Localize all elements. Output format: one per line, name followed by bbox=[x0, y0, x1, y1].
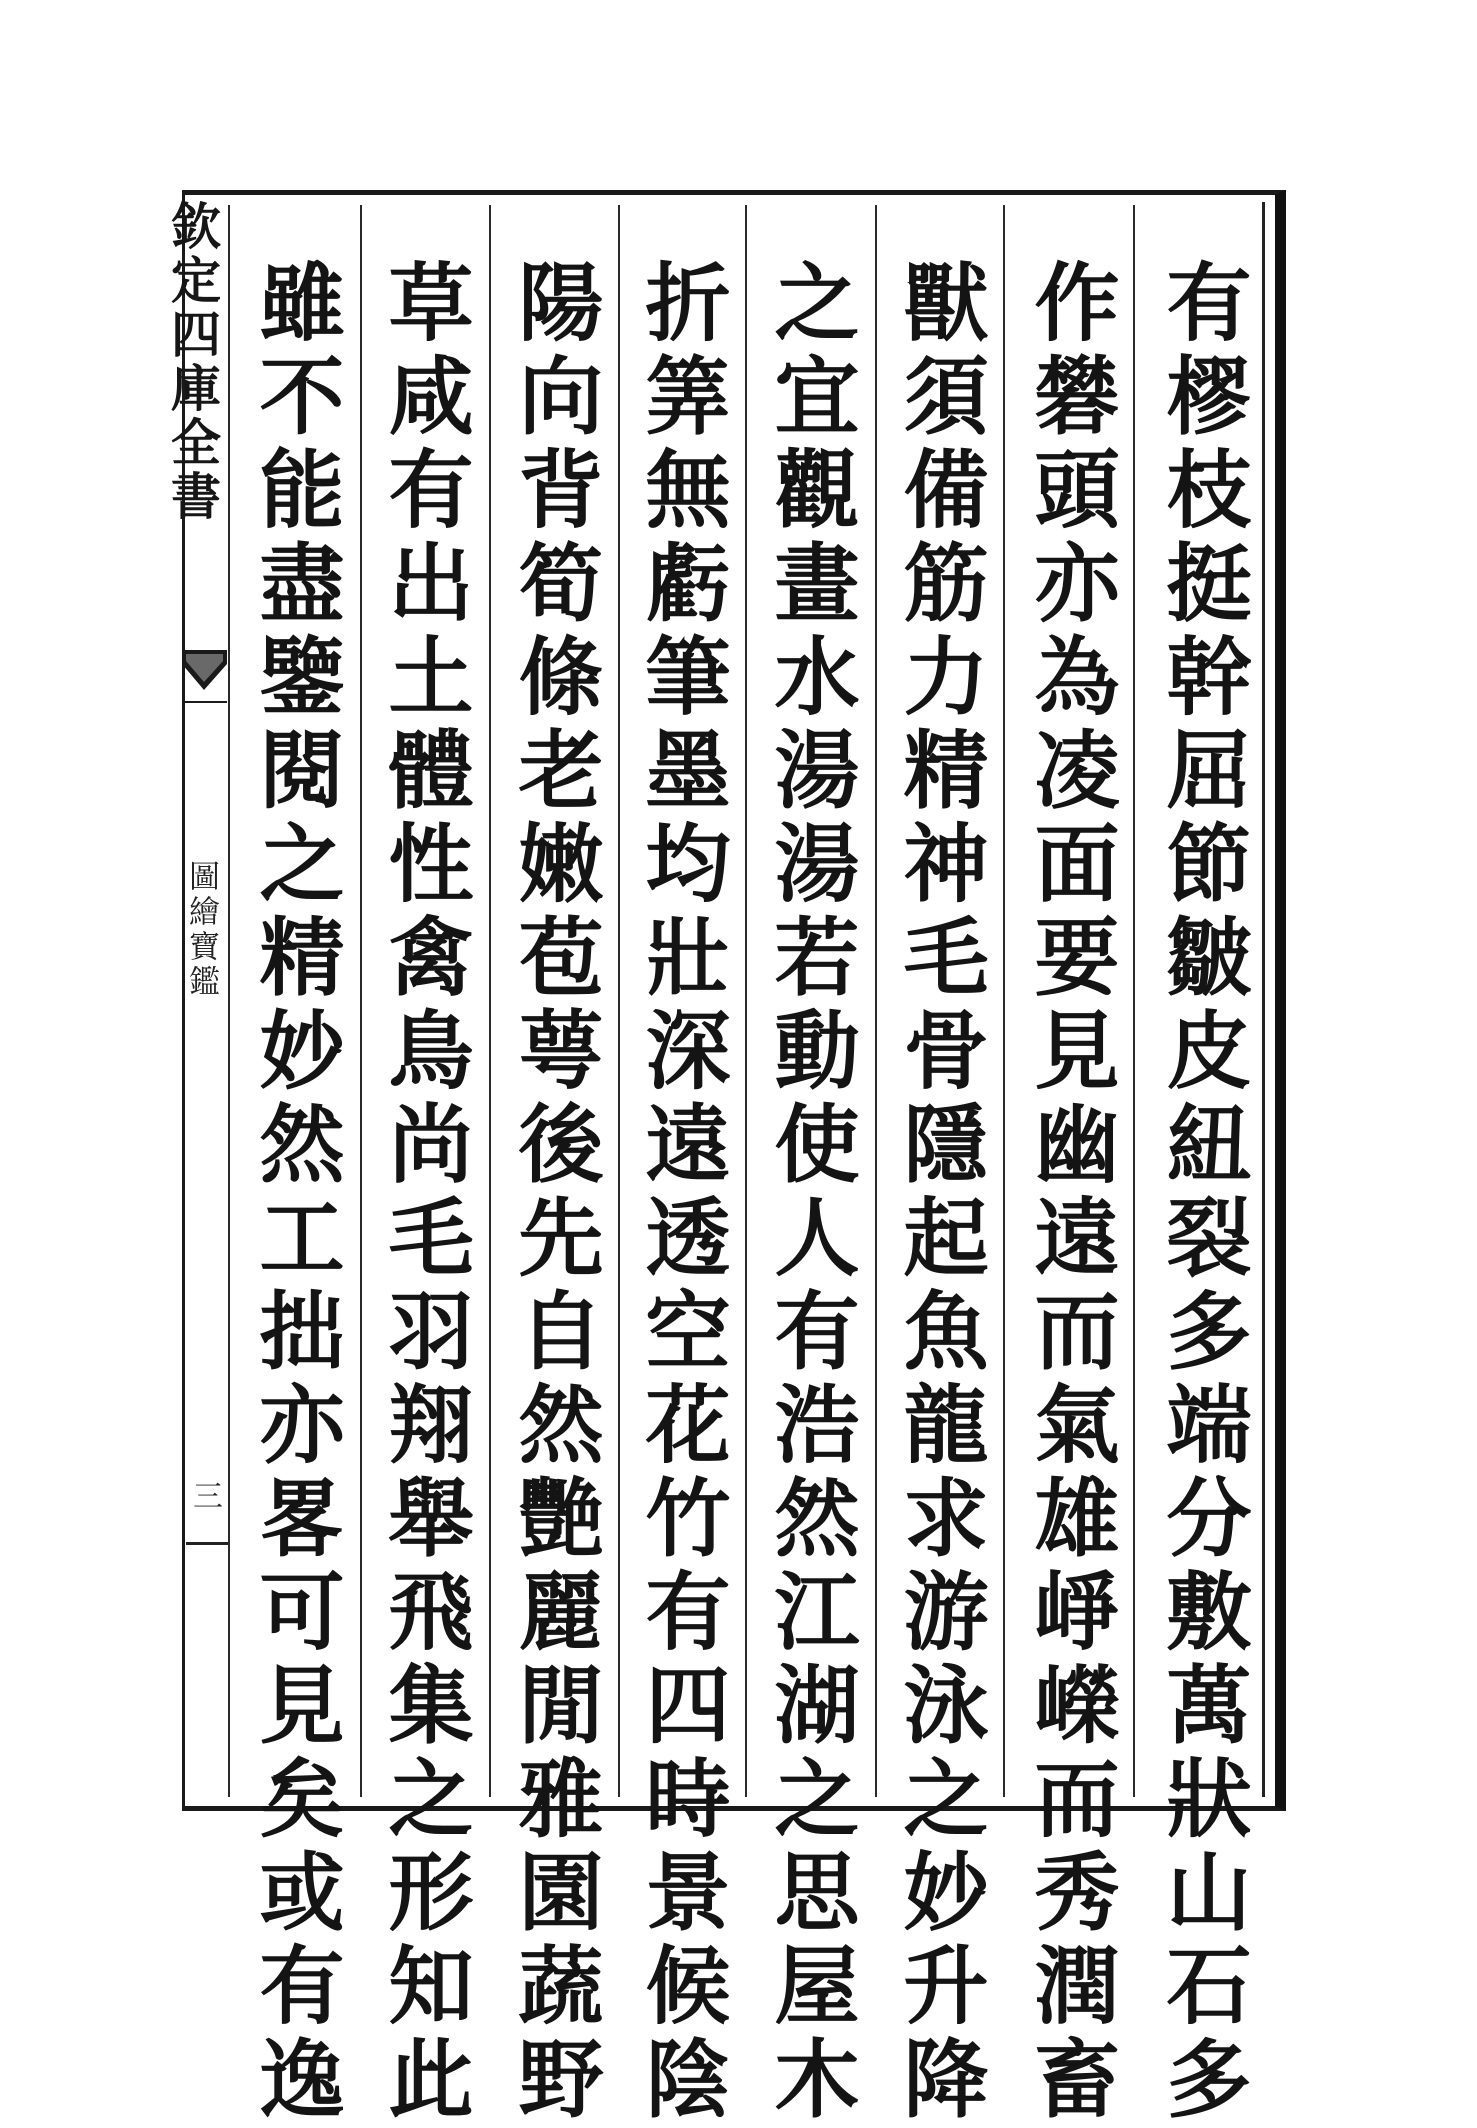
gutter-page-number: 三 bbox=[187, 1480, 222, 1510]
text-column-8 bbox=[236, 258, 354, 2128]
text-column-2 bbox=[1011, 258, 1129, 2128]
column-text: 草咸有出土體性禽鳥尚毛羽翔舉飛集之形知此 bbox=[374, 258, 474, 2128]
column-divider bbox=[745, 205, 747, 1797]
gutter-book-title: 圖繪寶鑑 bbox=[183, 860, 219, 1000]
text-column-7 bbox=[365, 258, 483, 2128]
column-divider bbox=[489, 205, 491, 1797]
text-column-1 bbox=[1143, 258, 1261, 2128]
column-text: 獸須備筋力精神毛骨隱起魚龍求游泳之妙升降 bbox=[889, 258, 989, 2128]
column-divider bbox=[875, 205, 877, 1797]
text-column-4 bbox=[751, 258, 869, 2128]
text-column-5 bbox=[622, 258, 740, 2128]
gutter-collection-title: 欽定四庫全書 bbox=[163, 200, 222, 524]
fishtail-mark-icon bbox=[182, 650, 227, 710]
column-divider bbox=[618, 205, 620, 1797]
text-column-6 bbox=[495, 258, 613, 2128]
column-text: 折筭無虧筆墨均壯深遠透空花竹有四時景候陰 bbox=[631, 258, 731, 2128]
column-text: 陽向背筍條老嫩苞萼後先自然艷麗閒雅園蔬野 bbox=[504, 258, 604, 2128]
column-divider bbox=[1133, 205, 1135, 1797]
column-divider bbox=[1003, 205, 1005, 1797]
gutter-page-tick bbox=[186, 1542, 228, 1545]
column-divider bbox=[360, 205, 362, 1797]
text-column-3 bbox=[880, 258, 998, 2128]
column-divider bbox=[228, 205, 230, 1797]
frame-inner-right-border bbox=[1262, 202, 1265, 1797]
column-text: 雖不能盡鑒閱之精妙然工拙亦畧可見矣或有逸 bbox=[245, 258, 345, 2128]
column-text: 作礬頭亦為凌面要見幽遠而氣雄崢嶸而秀潤畜 bbox=[1020, 258, 1120, 2128]
column-text: 之宜觀畫水湯湯若動使人有浩然江湖之思屋木 bbox=[760, 258, 860, 2128]
column-text: 有樛枝挺幹屈節皺皮紐裂多端分敷萬狀山石多 bbox=[1152, 258, 1252, 2128]
